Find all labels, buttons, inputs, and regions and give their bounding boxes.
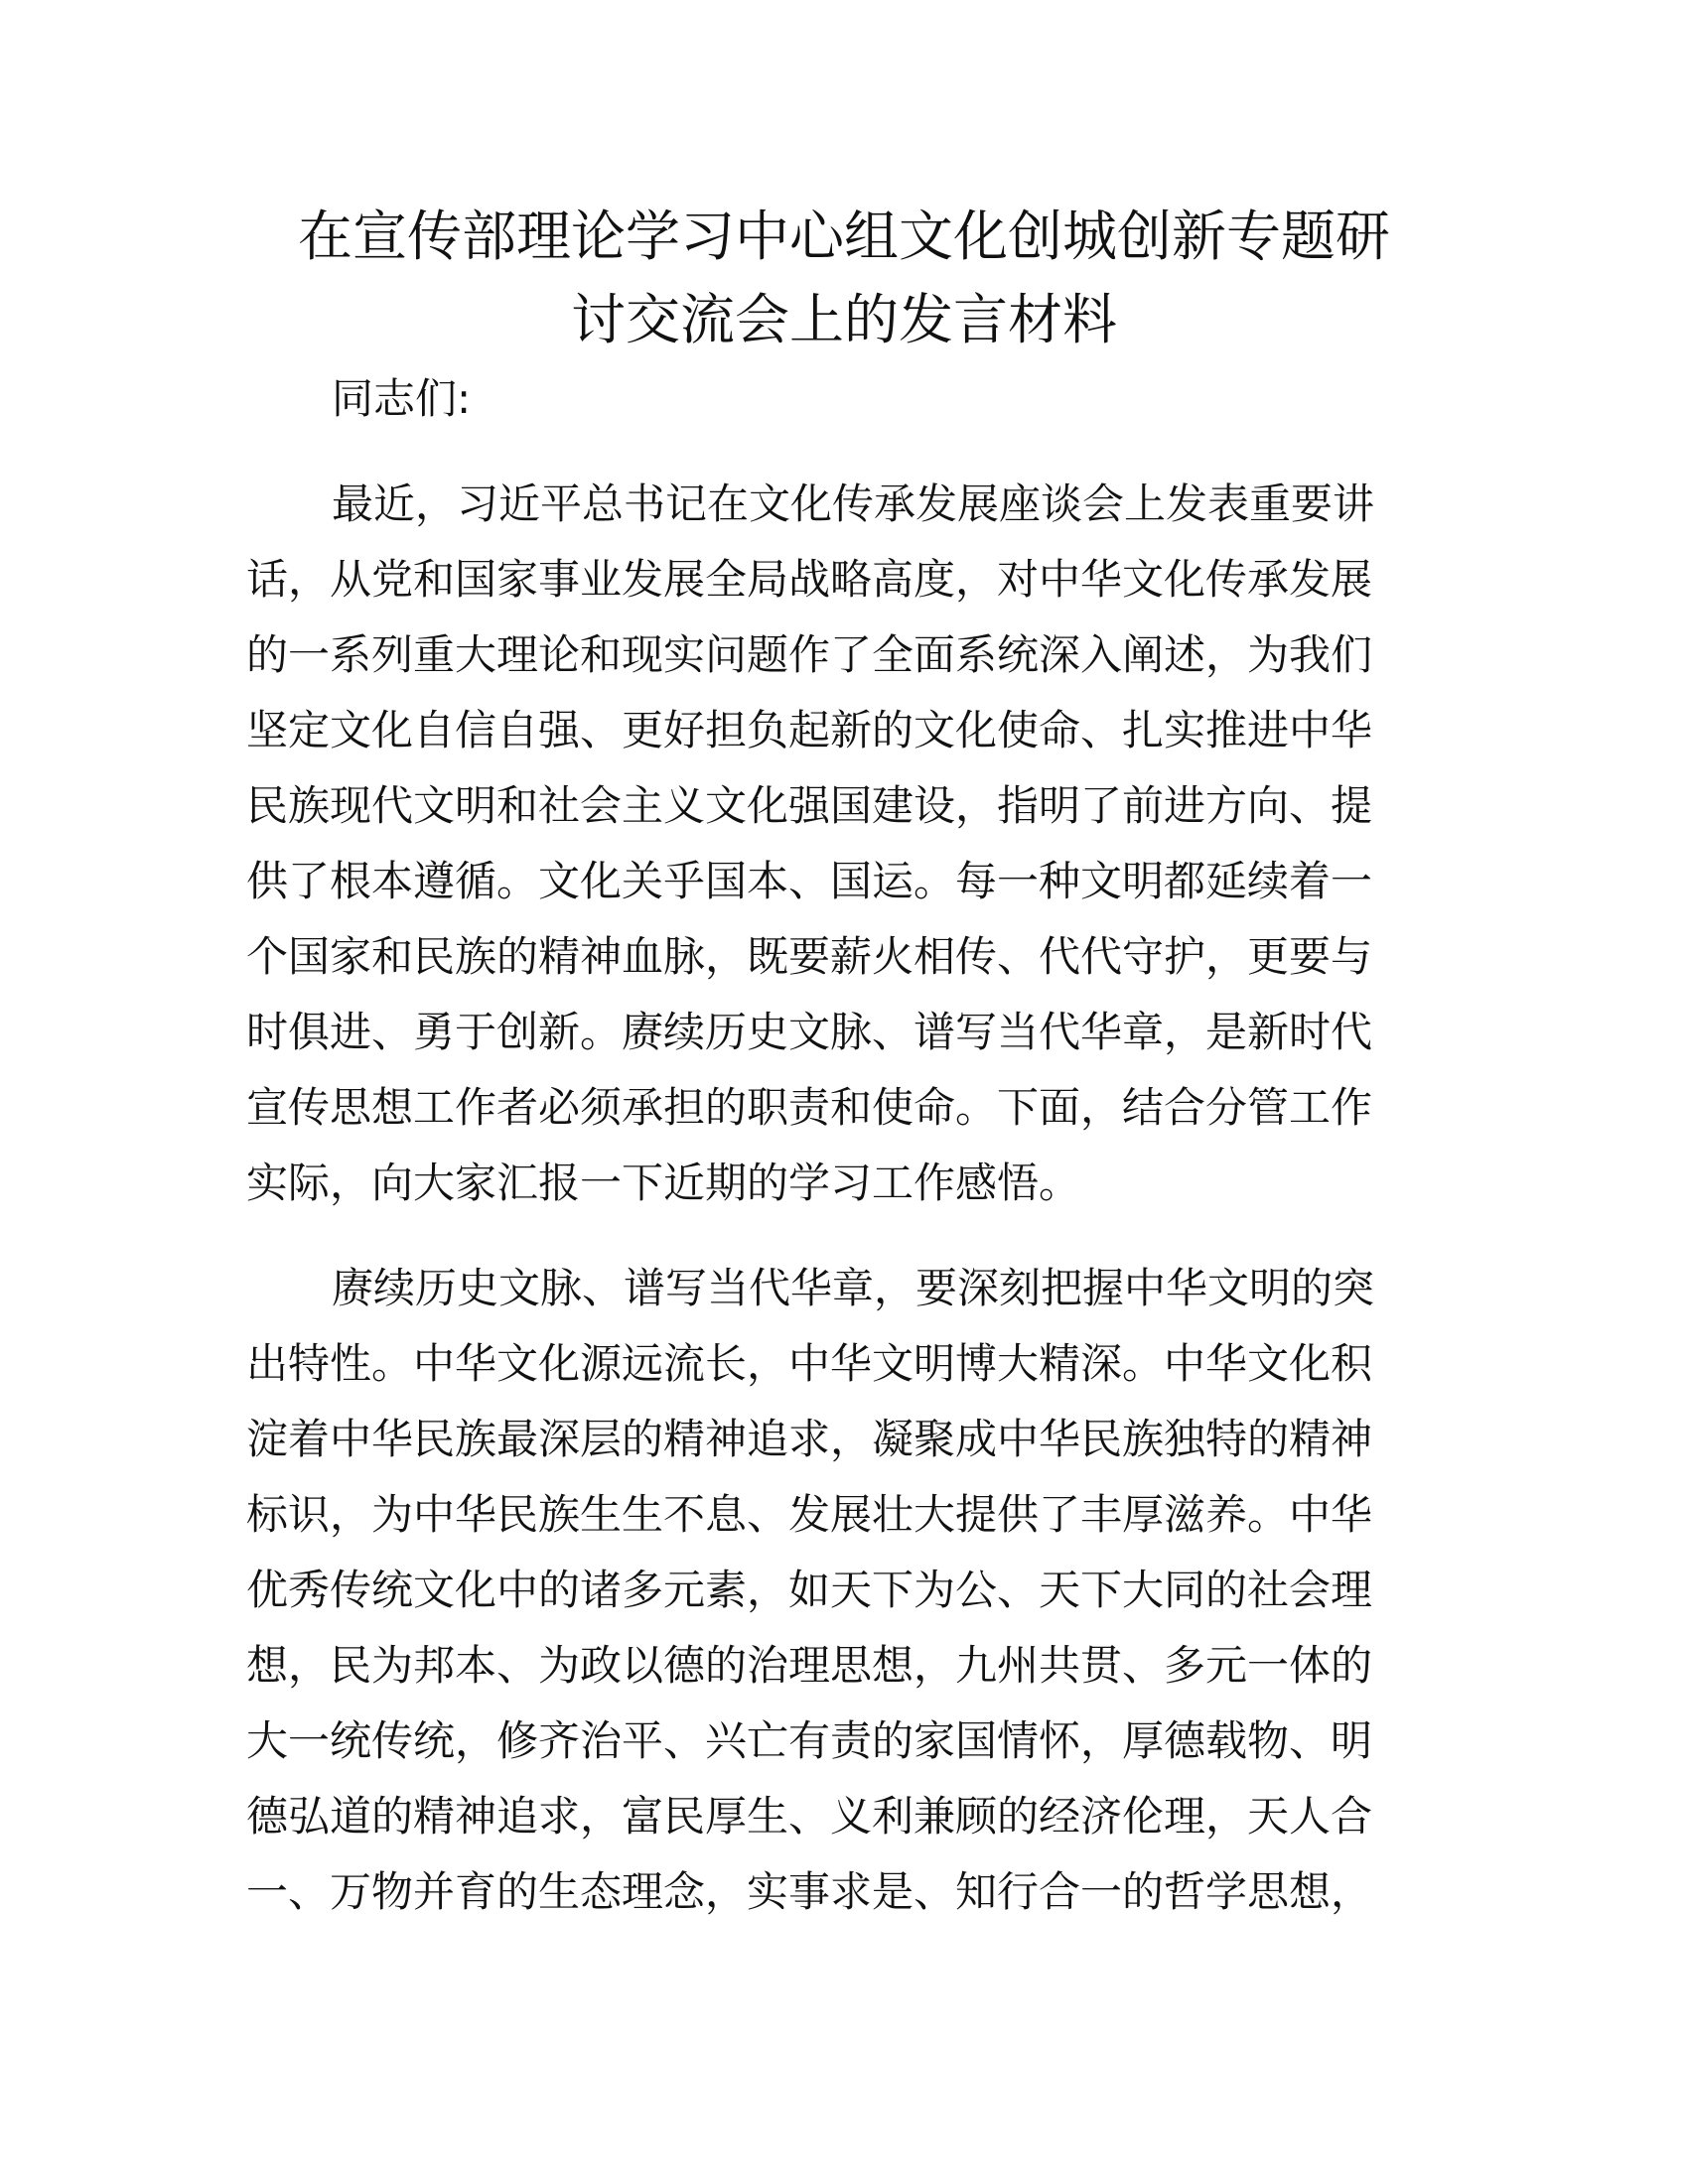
paragraph-line: 民族现代文明和社会主义文化强国建设，指明了前进方向、提 [246, 781, 1373, 830]
paragraph-line: 最近，习近平总书记在文化传承发展座谈会上发表重要讲 [332, 479, 1375, 528]
document-title [238, 195, 1450, 361]
paragraph-line: 供了根本遵循。文化关乎国本、国运。每一种文明都延续着一 [246, 857, 1373, 905]
paragraph-line: 个国家和民族的精神血脉，既要薪火相传、代代守护，更要与 [246, 932, 1373, 981]
title-line-2: 讨交流会上的发言材料 [570, 288, 1117, 351]
paragraph-2 [246, 1251, 1438, 1930]
paragraph-line: 出特性。中华文化源远流长，中华文明博大精深。中华文化积 [246, 1339, 1373, 1388]
paragraph-line: 赓续历史文脉、谱写当代华章，要深刻把握中华文明的突 [332, 1264, 1375, 1312]
paragraph-line: 一、万物并育的生态理念，实事求是、知行合一的哲学思想， [246, 1867, 1373, 1916]
paragraph-line: 标识，为中华民族生生不息、发展壮大提供了丰厚滋养。中华 [246, 1490, 1373, 1539]
paragraph-line: 实际，向大家汇报一下近期的学习工作感悟。 [246, 1159, 1081, 1207]
paragraph-1 [246, 467, 1438, 1221]
paragraph-line: 淀着中华民族最深层的精神追求，凝聚成中华民族独特的精神 [246, 1415, 1373, 1463]
paragraph-line: 优秀传统文化中的诸多元素，如天下为公、天下大同的社会理 [246, 1566, 1373, 1614]
paragraph-line: 大一统传统，修齐治平、兴亡有责的家国情怀，厚德载物、明 [246, 1716, 1373, 1765]
paragraph-line: 想，民为邦本、为政以德的治理思想，九州共贯、多元一体的 [246, 1641, 1373, 1690]
paragraph-line: 时俱进、勇于创新。赓续历史文脉、谱写当代华章，是新时代 [246, 1008, 1373, 1056]
paragraph-line: 话，从党和国家事业发展全局战略高度，对中华文化传承发展 [246, 555, 1373, 604]
title-line-1: 在宣传部理论学习中心组文化创城创新专题研 [297, 205, 1390, 268]
paragraph-line: 的一系列重大理论和现实问题作了全面系统深入阐述，为我们 [246, 630, 1373, 679]
paragraph-line: 坚定文化自信自强、更好担负起新的文化使命、扎实推进中华 [246, 706, 1373, 754]
paragraph-line: 宣传思想工作者必须承担的职责和使命。下面，结合分管工作 [246, 1083, 1373, 1132]
paragraph-line: 德弘道的精神追求，富民厚生、义利兼顾的经济伦理，天人合 [246, 1792, 1373, 1841]
salutation: 同志们: [332, 374, 472, 423]
